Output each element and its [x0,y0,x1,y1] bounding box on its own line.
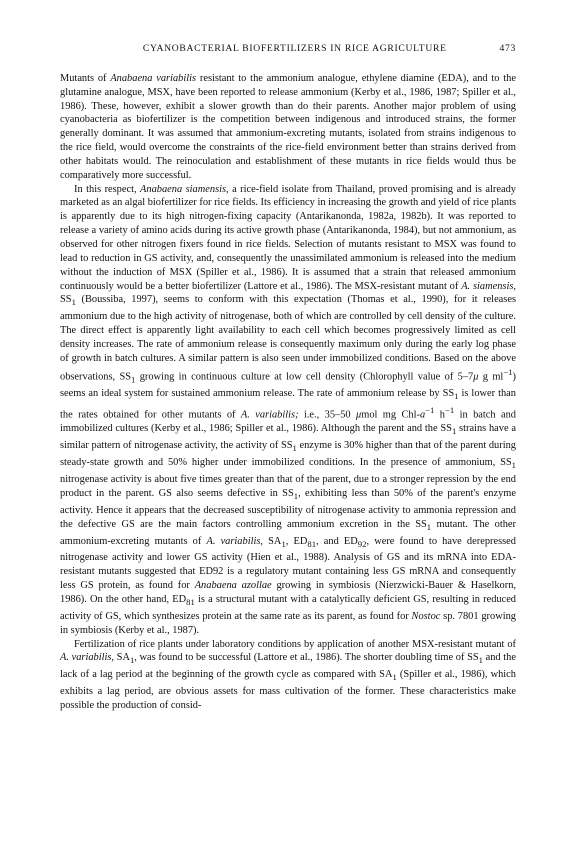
body-text [60,72,516,713]
paragraph-1: Mutants of Anabaena variabilis resistant to the ammonium analogue, ethylene diamine (EDA), and to the glutamine analogue, MSX, have been reported to release ammonium (Kerby et al., 1986, 1987; Spiller et al., 1986). These, however, exhibit a slower growth than do their parents. Another major problem of using cyanobacteria as biofertilizer is the competition between indigenous and introduced strains, the former generally dominant. It was assumed that ammonium-excreting mutants, isolated from strains indigenous to the rice field, would overcome the constraints of the rice-field environment better than strains derived from other habitats would. The reinoculation and establishment of these mutants in rice fields would thus be comparatively more successful. [60,72,516,181]
page-number: 473 [499,43,516,54]
running-title: CYANOBACTERIAL BIOFERTILIZERS IN RICE AGRICULTURE [142,43,447,54]
running-header [60,42,516,56]
paragraph-3: Fertilization of rice plants under laboratory conditions by application of another MSX-resistant mutant of A. variabilis, $SA_1$, was found to be successful (Lattore et al., 1986). The shorter doubling time of $SS_1$ and the lack of a lag period at the beginning of the growth cycle as compared with $SA_1$ (Spiller et al., 1986), which exhibits a lag period, are obvious assets for mass cultivation of the former. These characteristics make possible the production of consid- [60,638,516,712]
page [60,42,516,713]
paragraph-2: In this respect, Anabaena siamensis, a rice-field isolate from Thailand, proved promising and is already marketed as an algal biofertilizer for rice fields. Its efficiency in increasing the growth and yield of rice plants is apparently due to its high nitrogen-fixing capacity (Antarikanonda, 1982a, 1982b). It was reported to release a variety of amino acids during its active growth phase (Antarikanonda, 1984), but not ammonium, as observed for other nitrogen fixers found in rice fields. Selection of mutants resistant to MSX was found to lead to reduction in GS activity, and, consequently the unassimilated ammonium is released into the medium without the induction of MSX (Spiller et al., 1986). It is assumed that a strain that released ammonium continuously would be a better biofertilizer (Lattore et al., 1986). The MSX-resistant mutant of A. siamensis, $SS_1$ (Boussiba, 1997), seems to conform with this expectation (Thomas et al., 1990), for it releases ammonium due to the high activity of nitrogenase, both of which are controlled by cell density of the culture. The direct effect is apparently light availability to each cell which becomes progressively limited as cell density increases. The rate of ammonium release is consequently maximum only during the early log phase of growth in batch cultures. A similar pattern is also seen under immobilized conditions. Based on the above observations, $SS_1$ growing in continuous culture at low cell density (Chlorophyll value of 5–7μ g $ml^{-1}$) seems an ideal system for sustained ammonium release. The rate of ammonium release by $SS_1$ is lower than the rates obtained for other mutants of A. variabilis; i.e., 35–50 μmol mg Chl-$a^{-1}$ $h^{-1}$ in batch and immobilized cultures (Kerby et al., 1986; Spiller et al., 1986). Although the parent and the $SS_1$ strains have a similar pattern of nitrogenase activity, the activity of $SS_1$ enzyme is 30% higher than that of the parent during steady-state growth and 50% higher under immobilized conditions. In the presence of ammonium, $SS_1$ nitrogenase activity is about five times greater than that of the parent, due to a stronger repression by the end product in the parent. GS also seems defective in $SS_1$, exhibiting less than 50% of the parent's enzyme activity. Hence it appears that the decreased susceptibility of nitrogenase activity to ammonia repression and the defective GS are the main factors controlling ammonium excretion in the $SS_1$ mutant. The other ammonium-excreting mutants of A. variabilis, $SA_1$, $ED_{81}$, and $ED_{92}$, were found to have derepressed nitrogenase activity and lower GS activity (Hien et al., 1988). Analysis of GS and its mRNA into EDA-resistant mutants suggested that ED92 is a regulatory mutant containing less GS mRNA and consequently less GS protein, as found for Anabaena azollae growing in symbiosis (Nierzwicki-Bauer & Haselkorn, 1986). On the other hand, $ED_{81}$ is a structural mutant with a catalytically deficient GS, resulting in reduced activity of GS, which synthesizes protein at the same rate as its parent, as found for Nostoc sp. 7801 growing in symbiosis (Kerby et al., 1987). [60,183,516,636]
